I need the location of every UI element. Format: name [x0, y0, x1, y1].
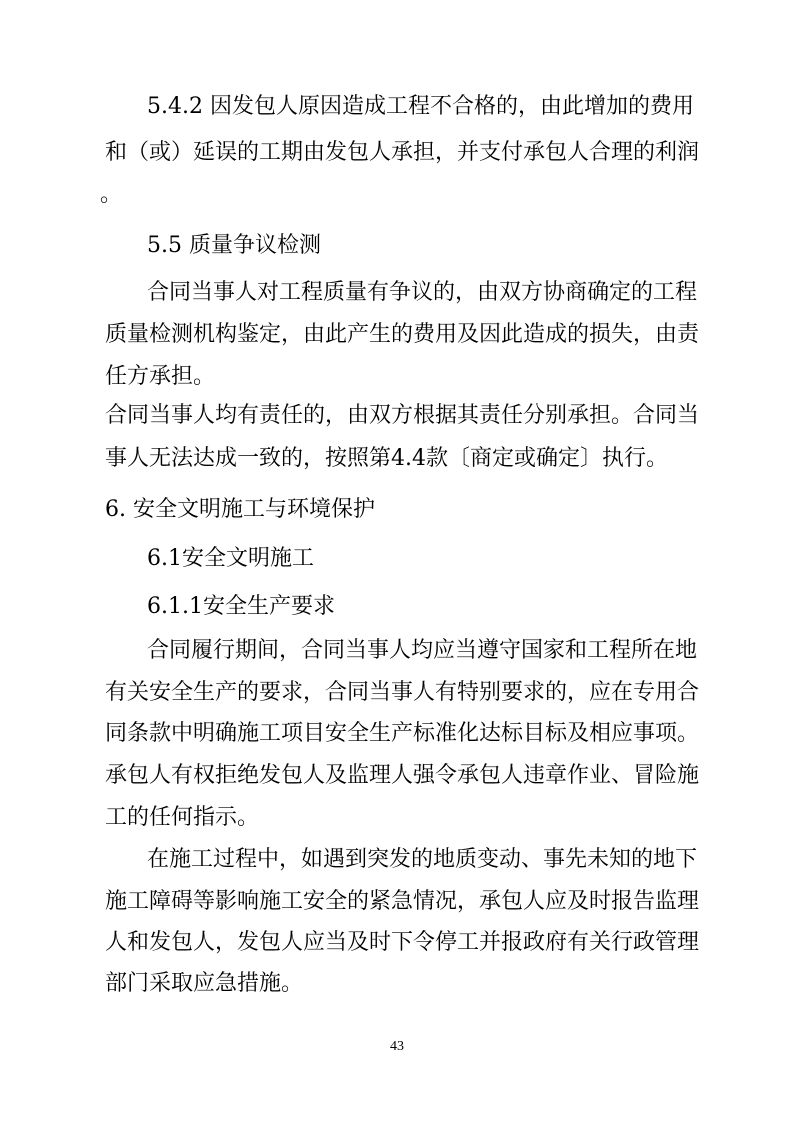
- text-line-20: 人和发包人，发包人应当及时下令停工并报政府有关行政管理: [105, 930, 700, 955]
- text-line-6: 质量检测机构鉴定，由此产生的费用及因此造成的损失，由责: [105, 322, 700, 347]
- text-line-7: 任方承担。: [105, 364, 216, 389]
- text-line-8: 合同当事人均有责任的，由双方根据其责任分别承担。合同当: [105, 403, 700, 428]
- page-number: 43: [390, 1039, 404, 1054]
- text-line-4: 5.5 质量争议检测: [147, 233, 321, 258]
- text-line-1: 5.4.2 因发包人原因造成工程不合格的，由此增加的费用: [147, 94, 694, 119]
- text-line-13: 合同履行期间，合同当事人均应当遵守国家和工程所在地: [147, 638, 698, 663]
- text-line-5: 合同当事人对工程质量有争议的，由双方协商确定的工程: [147, 280, 698, 305]
- text-line-2: 和（或）延误的工期由发包人承担，并支付承包人合理的利润: [105, 140, 700, 165]
- text-line-10: 6. 安全文明施工与环境保护: [105, 497, 375, 522]
- text-line-12: 6.1.1安全生产要求: [147, 594, 335, 619]
- text-line-18: 在施工过程中，如遇到突发的地质变动、事先未知的地下: [147, 847, 698, 872]
- text-line-9: 事人无法达成一致的，按照第4.4款〔商定或确定〕执行。: [105, 446, 668, 471]
- text-line-3: 。: [100, 182, 123, 207]
- text-line-16: 承包人有权拒绝发包人及监理人强令承包人违章作业、冒险施: [105, 763, 700, 788]
- text-line-11: 6.1安全文明施工: [147, 546, 314, 571]
- text-line-17: 工的任何指示。: [105, 805, 260, 830]
- text-line-19: 施工障碍等影响施工安全的紧急情况，承包人应及时报告监理: [105, 889, 700, 914]
- text-line-21: 部门采取应急措施。: [105, 971, 304, 996]
- text-line-15: 同条款中明确施工项目安全生产标准化达标目标及相应事项。: [105, 721, 700, 746]
- text-line-14: 有关安全生产的要求，合同当事人有特别要求的，应在专用合: [105, 680, 700, 705]
